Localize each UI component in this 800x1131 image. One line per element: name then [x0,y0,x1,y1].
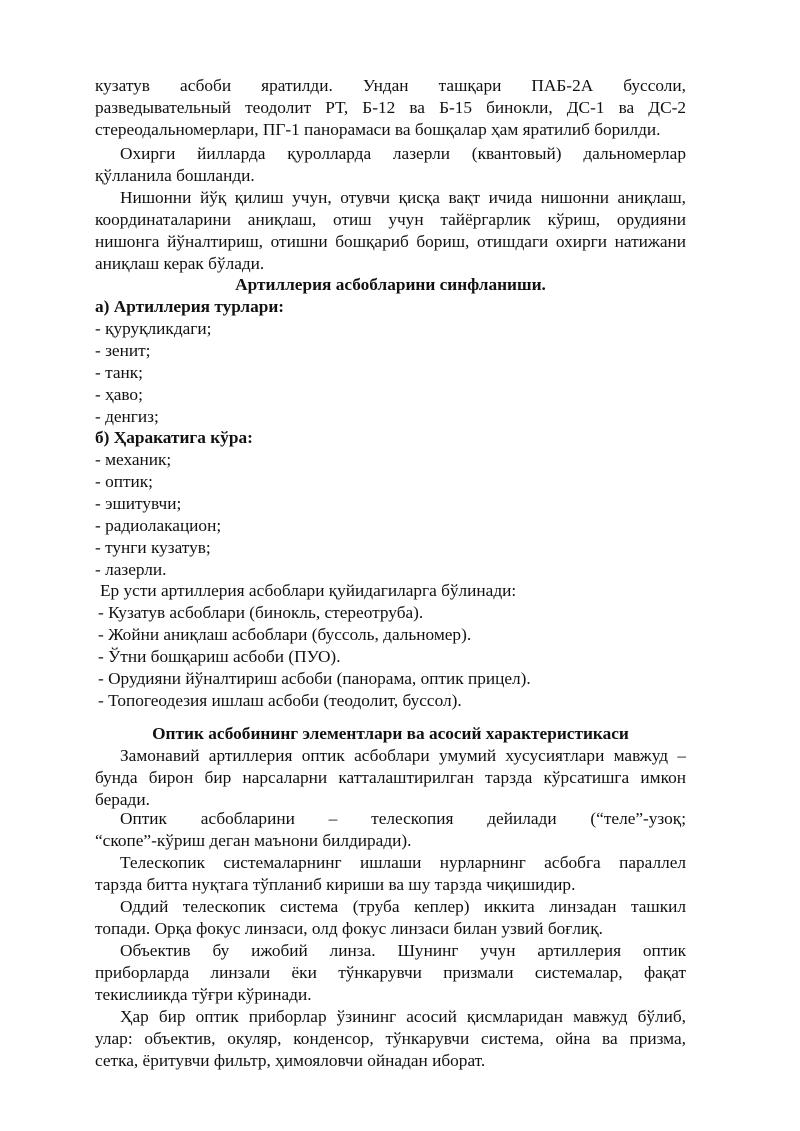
list-item: - Жойни аниқлаш асбоблари (буссоль, дальномер). [98,625,472,644]
ground-intro: Ер усти артиллерия асбоблари қуйидагиларга бўлинади: [100,581,517,600]
paragraph-6-first [120,852,686,874]
paragraph-5-rest [95,830,686,852]
list-item: - ҳаво; [95,385,143,404]
text-line: “скопе”-кўриш деган маънони билдиради). [95,831,412,850]
paragraph-8-first [120,940,686,962]
text-line: тарзда битта нуқтага тўпланиб кириши ва шу тарзда чиқишидир. [95,875,576,894]
text-line: Объектив бу ижобий линза. Шунинг учун артиллерия оптик [120,941,686,960]
paragraph-7-first [120,896,686,918]
paragraph-2-rest [95,165,686,187]
text-line: Телескопик системаларнинг ишлаши нурларнинг асбобга параллел [120,853,686,872]
paragraph-7-rest [95,918,686,940]
paragraph-9-first [120,1006,686,1028]
text-line: Оптик асбобларини – телескопия дейилади (“теле”-узоқ; [120,809,686,828]
list-b [95,449,221,581]
text-line: қўлланила бошланди. [95,166,255,185]
text-line: Ҳар бир оптик приборлар ўзининг асосий қисмларидан мавжуд бўлиб, [120,1007,686,1026]
paragraph-2-first [120,143,686,165]
text-line: Замонавий артиллерия оптик асбоблари умумий хусусиятлари мавжуд – [120,746,686,765]
text-line: разведывательный теодолит РТ, Б-12 ва Б-15 бинокли, ДС-1 ва ДС-2 [95,98,686,117]
list-item: - оптик; [95,472,153,491]
text-line: нишонга йўналтириш, отишни бошқариб бориш, отишдаги охирги натижани [95,232,686,251]
subheading-b: б) Ҳаракатига кўра: [95,428,253,447]
list-ground [98,602,531,712]
paragraph-8-rest [95,962,686,1006]
text-line: кузатув асбоби яратилди. Ундан ташқари ПАБ-2А буссоли, [95,76,686,95]
paragraph-3-first [120,187,686,209]
list-item: - Ўтни бошқариш асбоби (ПУО). [98,647,341,666]
list-item: - лазерли. [95,560,167,579]
list-item: - Орудияни йўналтириш асбоби (панорама, оптик прицел). [98,669,531,688]
paragraph-3-rest [95,209,686,275]
text-line: Оддий телескопик система (труба кеплер) иккита линзадан ташкил [120,897,686,916]
list-a [95,318,211,428]
list-item: - Топогеодезия ишлаш асбоби (теодолит, буссол). [98,691,462,710]
text-line: Нишонни йўқ қилиш учун, отувчи қисқа вақт ичида нишонни аниқлаш, [120,188,686,207]
paragraph-9-rest [95,1028,686,1072]
section-heading: Артиллерия асбобларини синфланиши. [235,275,546,294]
list-item: - тунги кузатув; [95,538,211,557]
list-item: - танк; [95,363,143,382]
text-line: сетка, ёритувчи фильтр, ҳимояловчи ойнадан иборат. [95,1051,486,1070]
list-item: - эшитувчи; [95,494,182,513]
text-line: приборларда линзали ёки тўнкарувчи призмали системалар, фақат [95,963,686,982]
list-item: - денгиз; [95,407,159,426]
paragraph-5-first [120,808,686,830]
list-item: - зенит; [95,341,151,360]
text-line: бунда бирон бир нарсаларни катталаштирилган тарзда кўрсатишга имкон [95,768,686,787]
list-item: - Кузатув асбоблари (бинокль, стереотруба). [98,603,424,622]
paragraph-4-rest [95,767,686,811]
paragraph-1 [95,75,686,141]
text-line: топади. Орқа фокус линзаси, олд фокус линзаси билан узвий боғлиқ. [95,919,603,938]
text-line: Охирги йилларда қуролларда лазерли (квантовый) дальномерлар [120,144,686,163]
text-line: текислиикда тўғри кўринади. [95,985,312,1004]
section-heading: Оптик асбобининг элементлари ва асосий характеристикаси [152,724,629,743]
list-item: - қуруқликдаги; [95,319,212,338]
text-line: беради. [95,790,150,809]
text-line: улар: объектив, окуляр, конденсор, тўнкарувчи система, ойна ва призма, [95,1029,686,1048]
subheading-a: а) Артиллерия турлари: [95,297,285,316]
text-line: координаталарини аниқлаш, отиш учун тайёргарлик кўриш, орудияни [95,210,686,229]
text-line: стереодальномерлари, ПГ-1 панорамаси ва бошқалар ҳам яратилиб борилди. [95,120,661,139]
list-item: - механик; [95,450,172,469]
paragraph-6-rest [95,874,686,896]
text-line: аниқлаш керак бўлади. [95,254,265,273]
paragraph-4-first [120,745,686,767]
list-item: - радиолакацион; [95,516,222,535]
